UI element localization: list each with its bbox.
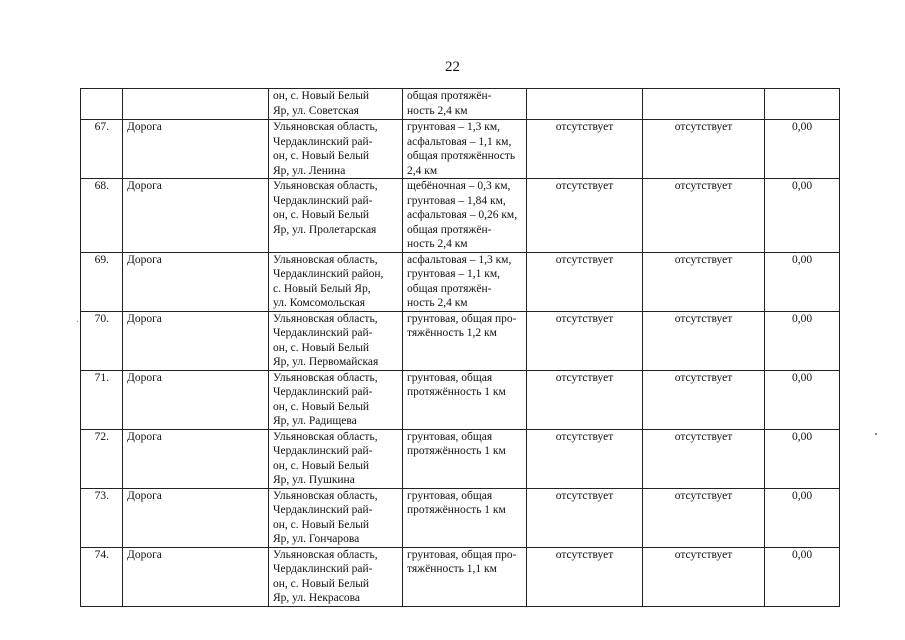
cell-name: Дорога: [123, 429, 269, 488]
cell-description: [403, 252, 527, 311]
cell-description-line: грунтовая – 1,84 км,: [407, 194, 506, 207]
table-body: [81, 89, 840, 607]
cell-document: отсутствует: [643, 252, 765, 311]
cell-description: [403, 179, 527, 253]
cell-description-line: асфальтовая – 0,26 км,: [407, 209, 518, 221]
cell-name: Дорога: [123, 179, 269, 253]
cell-description-line: грунтовая, общая: [407, 430, 493, 443]
cell-address-line: Яр, ул. Гончарова: [273, 533, 360, 545]
cell-address-line: Чердаклинский рай-: [273, 504, 373, 516]
table-row: [81, 311, 840, 370]
cell-address: [269, 488, 403, 547]
cell-description-line: тяжённость 1,1 км: [407, 563, 497, 575]
scan-speck: [875, 433, 877, 435]
cell-address-line: Ульяновская область,: [273, 430, 378, 443]
cell-address: [269, 89, 403, 120]
cell-encumbrance: отсутствует: [527, 311, 643, 370]
cell-name: Дорога: [123, 370, 269, 429]
table-row: [81, 252, 840, 311]
table-row: [81, 120, 840, 179]
cell-address-line: Ульяновская область,: [273, 548, 378, 561]
cell-document: отсутствует: [643, 179, 765, 253]
cell-name: Дорога: [123, 120, 269, 179]
cell-description-line: общая протяжён-: [407, 90, 492, 102]
cell-address-line: он, с. Новый Белый: [273, 400, 370, 413]
cell-value: 0,00: [765, 488, 840, 547]
cell-document: отсутствует: [643, 488, 765, 547]
table-row-continuation: [81, 89, 840, 120]
cell-description-line: ность 2,4 км: [407, 104, 468, 117]
cell-value: 0,00: [765, 429, 840, 488]
cell-description: [403, 429, 527, 488]
cell-address-line: с. Новый Белый Яр,: [273, 282, 371, 295]
cell-name: Дорога: [123, 252, 269, 311]
table-row: [81, 488, 840, 547]
cell-address-line: Яр, ул. Пролетарская: [273, 223, 377, 236]
cell-address-line: он, с. Новый Белый: [273, 459, 370, 472]
table-row: [81, 370, 840, 429]
cell-document: отсутствует: [643, 429, 765, 488]
cell-address-line: он, с. Новый Белый: [273, 577, 370, 590]
cell-description-line: грунтовая, общая про-: [407, 548, 517, 561]
cell-encumbrance: отсутствует: [527, 488, 643, 547]
cell-number: 71.: [81, 370, 123, 429]
cell-address-line: Чердаклинский рай-: [273, 194, 373, 207]
cell-number: 74.: [81, 547, 123, 606]
cell-address-line: Яр, ул. Ленина: [273, 164, 346, 177]
cell-value: [765, 89, 840, 120]
cell-description-line: грунтовая, общая: [407, 371, 493, 384]
cell-description-line: протяжённость 1 км: [407, 386, 506, 398]
cell-address: [269, 252, 403, 311]
cell-address-line: он, с. Новый Белый: [273, 150, 370, 162]
cell-encumbrance: отсутствует: [527, 429, 643, 488]
cell-encumbrance: отсутствует: [527, 370, 643, 429]
cell-address-line: Ульяновская область,: [273, 312, 378, 325]
cell-encumbrance: отсутствует: [527, 547, 643, 606]
cell-encumbrance: [527, 89, 643, 120]
cell-address-line: Яр, ул. Радищева: [273, 415, 357, 427]
cell-address: [269, 179, 403, 253]
cell-document: [643, 89, 765, 120]
cell-description-line: щебёночная – 0,3 км,: [407, 180, 511, 192]
cell-address-line: Чердаклинский рай-: [273, 135, 373, 148]
cell-description-line: тяжённость 1,2 км: [407, 327, 497, 339]
cell-address-line: Яр, ул. Первомайская: [273, 356, 379, 368]
cell-address: [269, 547, 403, 606]
cell-description: [403, 547, 527, 606]
cell-document: отсутствует: [643, 370, 765, 429]
cell-value: 0,00: [765, 370, 840, 429]
cell-address-line: Ульяновская область,: [273, 489, 378, 502]
cell-name: Дорога: [123, 547, 269, 606]
table-row: [81, 429, 840, 488]
cell-address-line: Ульяновская область,: [273, 253, 378, 266]
cell-address-line: Ульяновская область,: [273, 180, 378, 192]
cell-address-line: Яр, ул. Советская: [273, 104, 359, 117]
cell-name: [123, 89, 269, 120]
cell-value: 0,00: [765, 179, 840, 253]
cell-number: 72.: [81, 429, 123, 488]
cell-address-line: Чердаклинский рай-: [273, 445, 373, 457]
cell-description-line: протяжённость 1 км: [407, 445, 506, 457]
cell-address-line: Чердаклинский рай-: [273, 386, 373, 398]
table-row: [81, 547, 840, 606]
cell-number: 70.: [81, 311, 123, 370]
cell-description-line: общая протяжён-: [407, 223, 492, 236]
cell-document: отсутствует: [643, 547, 765, 606]
cell-address-line: он, с. Новый Белый: [273, 341, 370, 354]
cell-address-line: ул. Комсомольская: [273, 297, 366, 309]
cell-address-line: Чердаклинский рай-: [273, 563, 373, 575]
road-register-table: [80, 88, 840, 607]
scan-mark: ·: [76, 317, 80, 328]
cell-address-line: Яр, ул. Пушкина: [273, 474, 355, 486]
cell-encumbrance: отсутствует: [527, 179, 643, 253]
cell-number: 68.: [81, 179, 123, 253]
cell-number: [81, 89, 123, 120]
cell-description-line: ность 2,4 км: [407, 238, 468, 250]
cell-description-line: протяжённость 1 км: [407, 504, 506, 516]
cell-address-line: Ульяновская область,: [273, 121, 378, 133]
cell-value: 0,00: [765, 547, 840, 606]
cell-description: [403, 120, 527, 179]
cell-address-line: Чердаклинский район,: [273, 268, 384, 280]
cell-description: [403, 311, 527, 370]
cell-name: Дорога: [123, 311, 269, 370]
cell-description-line: грунтовая, общая про-: [407, 312, 517, 325]
cell-value: 0,00: [765, 120, 840, 179]
cell-address-line: он, с. Новый Белый: [273, 90, 370, 102]
cell-description-line: грунтовая, общая: [407, 489, 493, 502]
cell-address: [269, 311, 403, 370]
cell-address-line: он, с. Новый Белый: [273, 518, 370, 531]
cell-number: 69.: [81, 252, 123, 311]
cell-value: 0,00: [765, 252, 840, 311]
cell-address-line: он, с. Новый Белый: [273, 209, 370, 221]
cell-address-line: Яр, ул. Некрасова: [273, 592, 360, 604]
cell-document: отсутствует: [643, 120, 765, 179]
cell-description: [403, 370, 527, 429]
cell-description-line: общая протяжённость: [407, 150, 516, 162]
cell-address-line: Ульяновская область,: [273, 371, 378, 384]
cell-value: 0,00: [765, 311, 840, 370]
cell-description: [403, 488, 527, 547]
cell-number: 67.: [81, 120, 123, 179]
cell-address: [269, 120, 403, 179]
cell-description-line: общая протяжён-: [407, 282, 492, 295]
cell-description-line: грунтовая – 1,1 км,: [407, 268, 501, 280]
cell-number: 73.: [81, 488, 123, 547]
cell-description-line: асфальтовая – 1,1 км,: [407, 135, 512, 148]
cell-description-line: 2,4 км: [407, 164, 438, 177]
cell-description-line: грунтовая – 1,3 км,: [407, 121, 501, 133]
cell-address: [269, 429, 403, 488]
cell-description-line: ность 2,4 км: [407, 297, 468, 309]
page-number: 22: [445, 59, 460, 75]
cell-address-line: Чердаклинский рай-: [273, 327, 373, 339]
cell-address: [269, 370, 403, 429]
cell-encumbrance: отсутствует: [527, 252, 643, 311]
cell-description: [403, 89, 527, 120]
cell-document: отсутствует: [643, 311, 765, 370]
cell-name: Дорога: [123, 488, 269, 547]
table-row: [81, 179, 840, 253]
cell-encumbrance: отсутствует: [527, 120, 643, 179]
cell-description-line: асфальтовая – 1,3 км,: [407, 253, 512, 266]
